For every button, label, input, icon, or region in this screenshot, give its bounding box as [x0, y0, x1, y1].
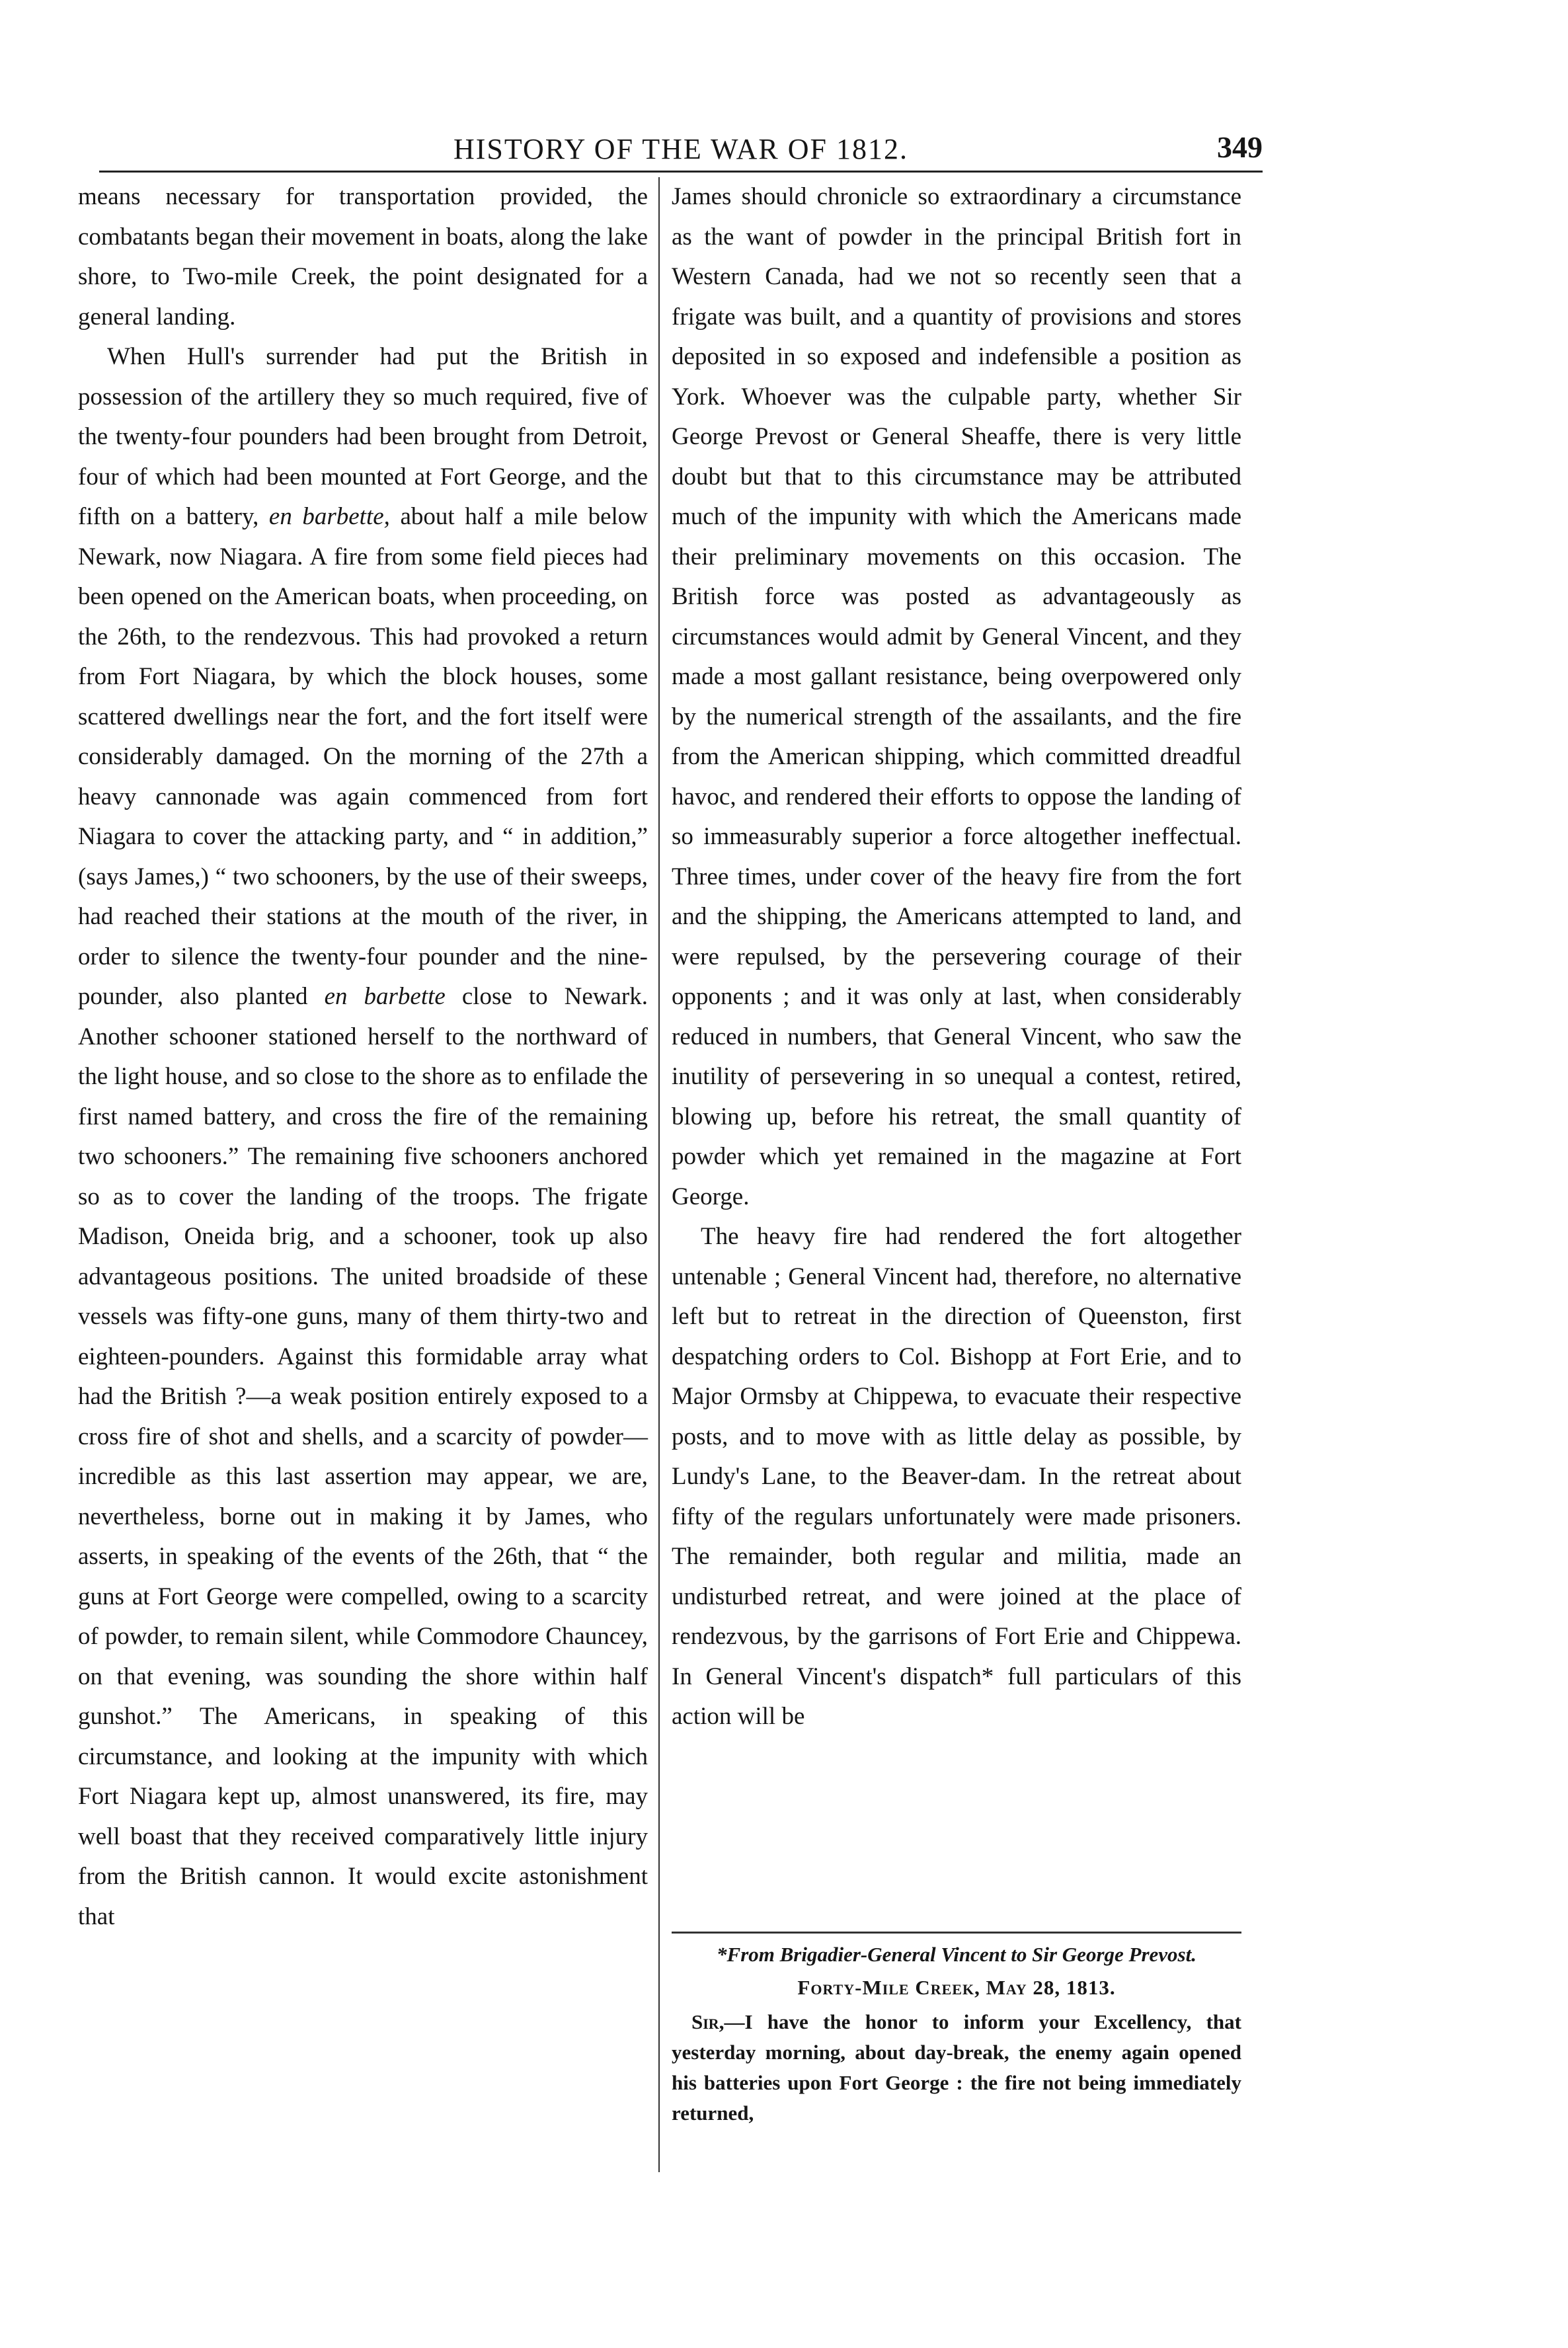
column-divider: [658, 177, 660, 2172]
footnote-marker: *: [981, 1663, 994, 1690]
header-rule: [99, 171, 1263, 173]
left-paragraph-2: [78, 337, 648, 1937]
left-paragraph-1: means necessary for transportation provided, the combatants began their movement in boats, along the lake shore, to Two-mile Creek, the point designated for a general landing.: [78, 183, 648, 331]
page-number: 349: [1217, 130, 1263, 164]
right-paragraph-2-text-b: full particulars of this action will be: [672, 1663, 1241, 1730]
right-paragraph-2: [672, 1217, 1241, 1737]
left-column: [78, 177, 648, 1937]
left-paragraph-2-text-c: close to Newark. Another schooner stationed herself to the northward of the light house, and so close to the shore as to enfilade the first named battery, and cross the fire of the remaining two schooners.” The remaining five schooners anchored so as to cover the landing of the troops. The frigate Madison, Oneida brig, and a schooner, took up also advantageous positions. The united broadside of these vessels was fifty-one guns, many of them thirty-two and eighteen-pounders. Against this formidable array what had the British ?—a weak position entirely exposed to a cross fire of shot and shells, and a scarcity of powder—incredible as this last assertion may appear, we are, nevertheless, borne out in making it by James, who asserts, in speaking of the events of the 26th, that “ the guns at Fort George were compelled, owing to a scarcity of powder, to remain silent, while Commodore Chauncey, on that evening, was sounding the shore within half gunshot.” The Americans, in speaking of this circumstance, and looking at the impunity with which Fort Niagara kept up, almost unanswered, its fire, may well boast that they received comparatively little injury from the British cannon. It would excite astonishment that: [78, 983, 648, 1930]
right-paragraph-1: James should chronicle so extraordinary a circumstance as the want of powder in the principal British fort in Western Canada, had we not so recently seen that a frigate was built, and a quantity of provisions and stores deposited in so exposed and indefensible a position as York. Whoever was the culpable party, whether Sir George Prevost or General Sheaffe, there is very little doubt but that to this circumstance may be attributed much of the impunity with which the Americans made their preliminary movements on this occasion. The British force was posted as advantageously as circumstances would admit by General Vincent, and they made a most gallant resistance, being overpowered only by the numerical strength of the assailants, and the fire from the American shipping, which committed dreadful havoc, and rendered their efforts to oppose the landing of so immeasurably superior a force altogether ineffectual. Three times, under cover of the heavy fire from the fort and the shipping, the Americans attempted to land, and were repulsed, by the persevering courage of their opponents ; and it was only at last, when considerably reduced in numbers, that General Vincent, who saw the inutility of persevering in so unequal a contest, retired, blowing up, before his retreat, the small quantity of powder which yet remained in the magazine at Fort George.: [672, 183, 1241, 1210]
right-paragraph-2-text-a: The heavy fire had rendered the fort altogether untenable ; General Vincent had, therefore, no alternative left but to retreat in the direction of Queenston, first despatching orders to Col. Bishopp at Fort Erie, and to Major Ormsby at Chippewa, to evacuate their respective posts, and to move with as little delay as possible, by Lundy's Lane, to the Beaver-dam. In the retreat about fifty of the regulars unfortunately were made prisoners. The remainder, both regular and militia, made an undisturbed retreat, and were joined at the place of rendezvous, by the garrisons of Fort Erie and Chippewa. In General Vincent's dispatch: [672, 1223, 1241, 1690]
left-italic-en-barbette-1: en barbette,: [268, 503, 390, 530]
left-italic-en-barbette-2: en barbette: [324, 983, 446, 1010]
footnote-salutation: Sir,: [691, 2010, 725, 2033]
footnote-dateline: Forty-Mile Creek, May 28, 1813.: [797, 1976, 1116, 1999]
footnote-title: *From Brigadier-General Vincent to Sir George Prevost.: [717, 1943, 1196, 1966]
running-head: [99, 120, 1263, 173]
left-paragraph-2-text-b: about half a mile below Newark, now Niagara. A fire from some field pieces had been opened on the American boats, when proceeding, on the 26th, to the rendezvous. This had provoked a return from Fort Niagara, by which the block houses, some scattered dwellings near the fort, and the fort itself were considerably damaged. On the morning of the 27th a heavy cannonade was again commenced from fort Niagara to cover the attacking party, and “ in addition,” (says James,) “ two schooners, by the use of their sweeps, had reached their stations at the mouth of the river, in order to silence the twenty-four pounder and the nine-pounder, also planted: [78, 503, 648, 1010]
footnote-body-text: —I have the honor to inform your Excellency, that yesterday morning, about day-break, the enemy again opened his batteries upon Fort George : the fire not being immediately returned,: [672, 2010, 1241, 2125]
left-paragraph-2-text-a: When Hull's surrender had put the British in possession of the artillery they so much required, five of the twenty-four pounders had been brought from Detroit, four of which had been mounted at Fort George, and the fifth on a battery,: [78, 343, 648, 530]
footnote-rule: [672, 1932, 1241, 1934]
running-title: HISTORY OF THE WAR OF 1812.: [453, 133, 909, 165]
footnote: [672, 1939, 1241, 2129]
right-column: [672, 177, 1241, 1737]
footnote-body: [672, 2007, 1241, 2129]
